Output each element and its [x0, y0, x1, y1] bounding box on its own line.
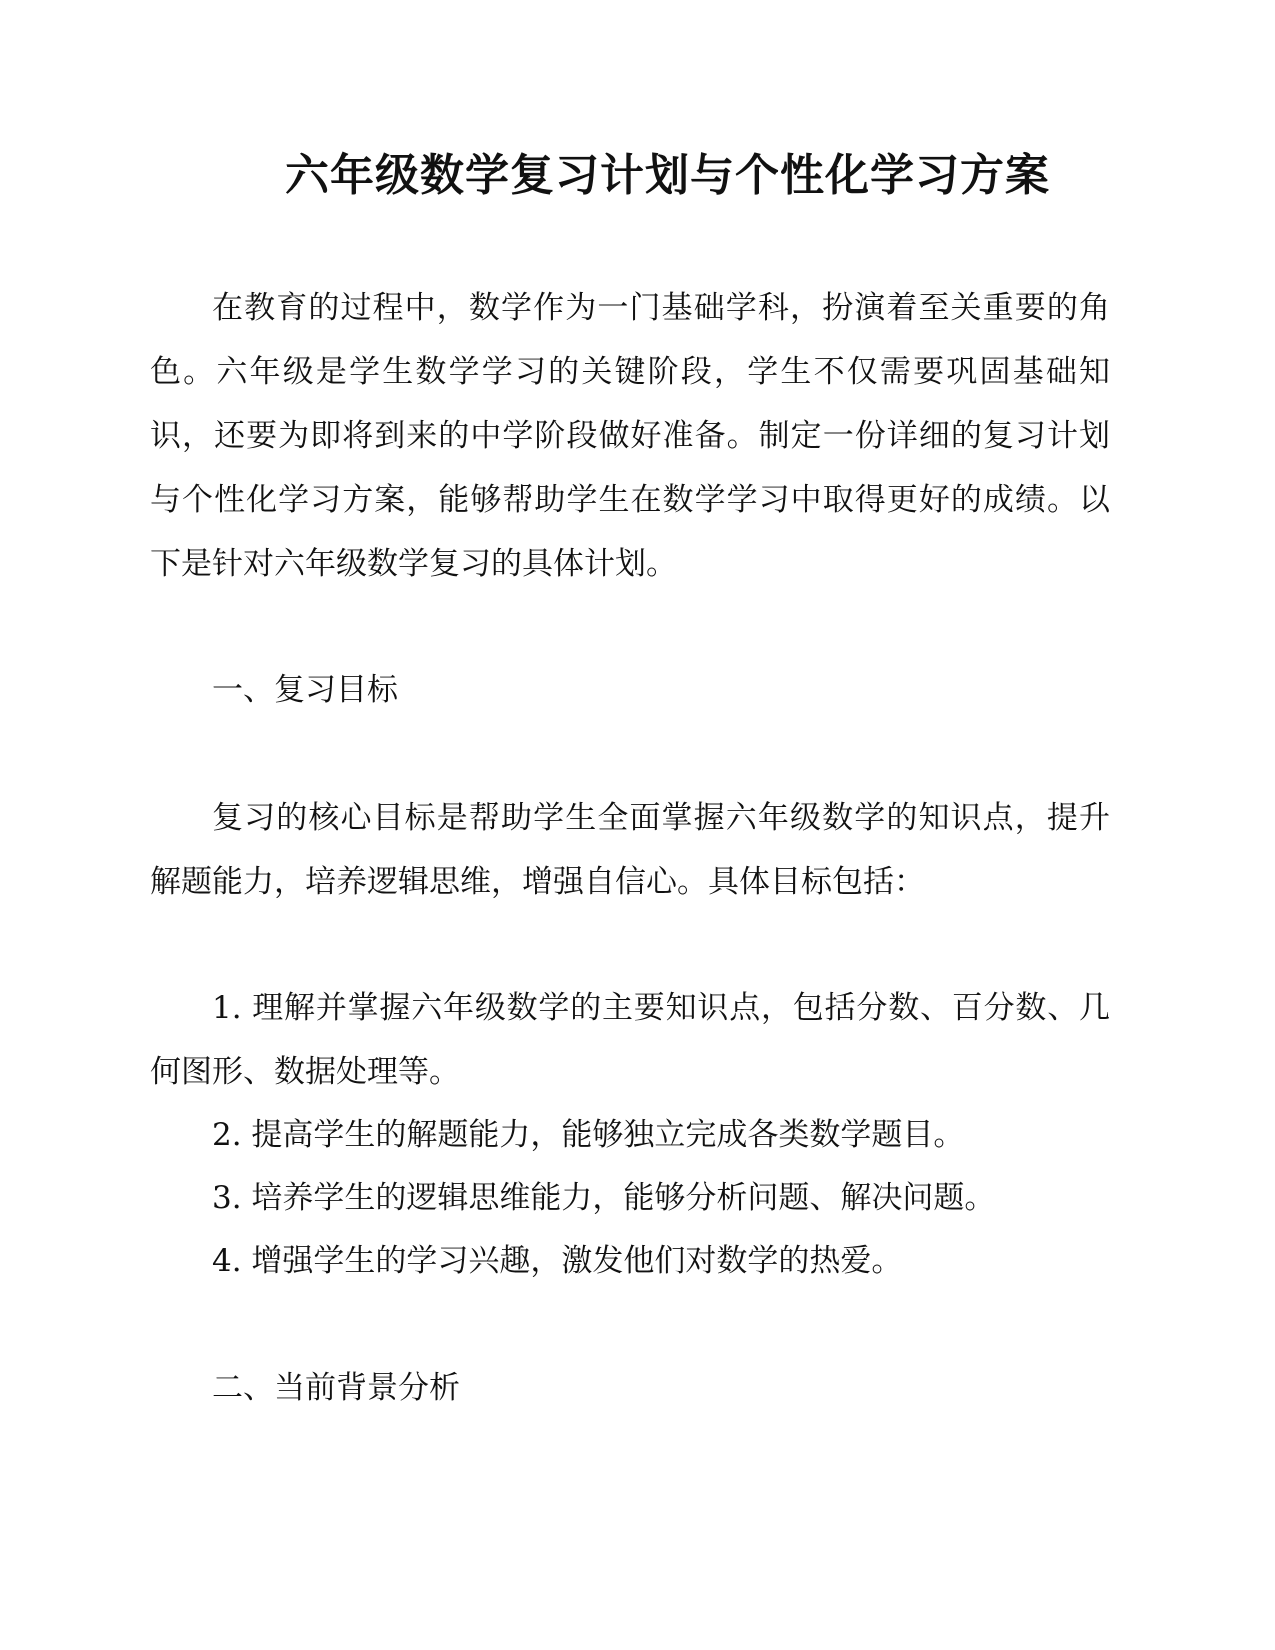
- goals-intro-paragraph: 复习的核心目标是帮助学生全面掌握六年级数学的知识点，提升解题能力，培养逻辑思维，增强自信心。具体目标包括：: [150, 800, 1110, 900]
- intro-paragraph: 在教育的过程中，数学作为一门基础学科，扮演着至关重要的角色。六年级是学生数学学习的关键阶段，学生不仅需要巩固基础知识，还要为即将到来的中学阶段做好准备。制定一份详细的复习计划与个性化学习方案，能够帮助学生在数学学习中取得更好的成绩。以下是针对六年级数学复习的具体计划。: [150, 290, 1110, 582]
- goal-item-3: 3. 培养学生的逻辑思维能力，能够分析问题、解决问题。: [212, 1180, 996, 1216]
- goal-item-1: 1. 理解并掌握六年级数学的主要知识点，包括分数、百分数、几何图形、数据处理等。: [150, 990, 1110, 1090]
- section-heading-background: 二、当前背景分析: [212, 1370, 460, 1406]
- goal-item-2: 2. 提高学生的解题能力，能够独立完成各类数学题目。: [212, 1117, 965, 1153]
- goal-item-4: 4. 增强学生的学习兴趣，激发他们对数学的热爱。: [212, 1243, 903, 1279]
- document-title: 六年级数学复习计划与个性化学习方案: [285, 150, 1050, 201]
- section-heading-goals: 一、复习目标: [212, 672, 398, 708]
